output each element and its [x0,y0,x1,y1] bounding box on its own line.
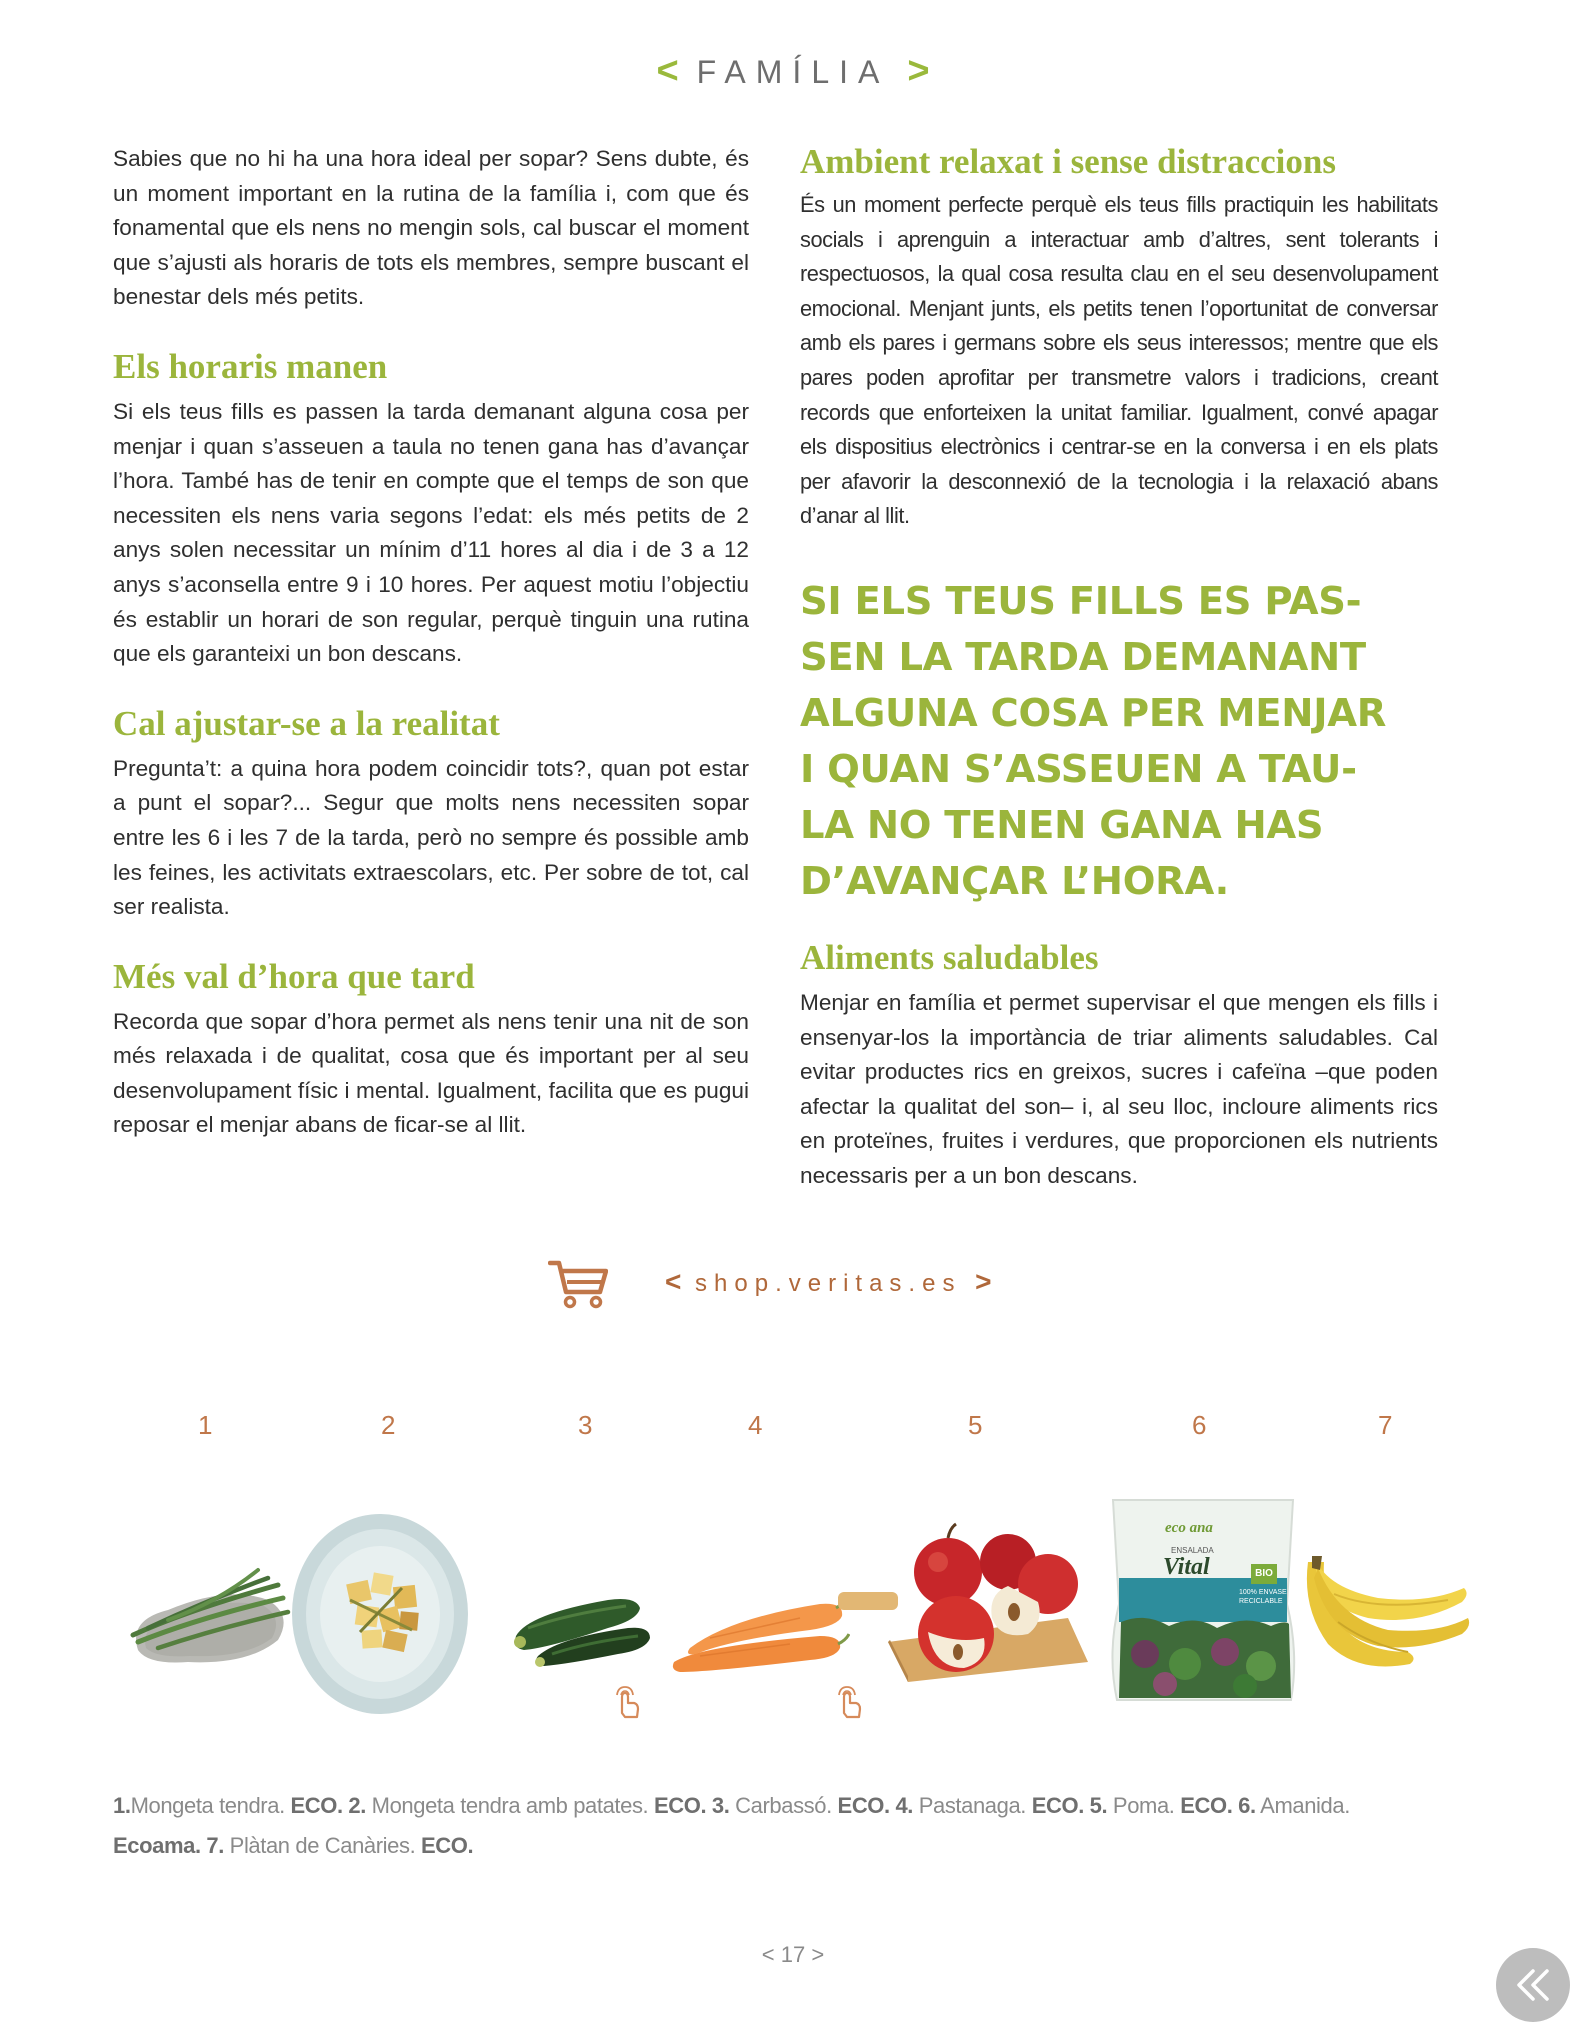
product-image-bananas[interactable] [1298,1548,1474,1688]
product-caption [113,1786,1443,1866]
heading-relaxed: Ambient relaxat i sense distraccions [800,142,1336,181]
product-number-5: 5 [968,1410,983,1440]
pull-quote [800,574,1438,910]
page-number: < 17 > [761,1942,825,1967]
product-image-carrots[interactable] [670,1588,850,1680]
paragraph-schedules: Si els teus fills es passen la tarda demanant alguna cosa per menjar i quan s’asseuen a taula no tenen gana has d’avançar l’hora. També has de tenir en compte que el temps de son que necessiten els nens varia segons l’edat: els més petits de 2 anys solen necessitar un mínim d’11 hores al dia i de 3 a 12 anys s’aconsella entre 9 i 10 hores. Per aquest motiu l’objectiu és establir un horari de son regular, perquè tinguin una rutina que els garanteixi un bon descans. [113,398,749,667]
shop-row [0,1258,1586,1318]
pull-quote-line: LA NO TENEN GANA HAS [800,802,1324,848]
header-right-chevron: > [907,50,930,92]
salad-product-small: ENSALADA [1171,1546,1214,1555]
pull-quote-line: ALGUNA COSA PER MENJAR [800,690,1387,736]
caption-text: Poma. [1107,1793,1181,1818]
shop-right-chevron: > [975,1266,992,1297]
section-header [0,50,1586,93]
header-left-chevron: < [656,50,679,92]
double-chevron-left-icon [1513,1967,1553,2003]
intro-paragraph: Sabies que no hi ha una hora ideal per sopar? Sens dubte, és un moment important en la rutina de la família i, com que és fonamental que els nens no mengin sols, cal buscar el moment que s’ajusti als horaris de tots els membres, sempre buscant el benestar dels més petits. [113,146,749,310]
shop-link[interactable] [665,1266,991,1298]
caption-bold: ECO. 6. [1180,1793,1256,1818]
product-image-zucchini[interactable] [508,1578,654,1668]
caption-bold: ECO. 4. [837,1793,913,1818]
heading-schedules: Els horaris manen [113,346,388,386]
heading-early: Més val d’hora que tard [113,956,475,996]
caption-text: Plàtan de Canàries. [223,1833,422,1858]
heading-reality: Cal ajustar-se a la realitat [113,703,500,743]
caption-bold: Ecoama. 7. [113,1833,224,1858]
product-number-6: 6 [1192,1410,1207,1440]
shop-left-chevron: < [665,1266,682,1297]
caption-text: Mongeta tendra amb patates. [365,1793,654,1818]
caption-bold: 1. [113,1793,131,1818]
touch-icon[interactable] [834,1683,868,1721]
caption-text: Pastanaga. [913,1793,1032,1818]
paragraph-early: Recorda que sopar d’hora permet als nens tenir una nit de son més relaxada i de qualitat, cosa que és important per al seu desenvolupament físic i mental. Igualment, facilita que es pugui reposar el menjar abans de ficar-se al llit. [113,1008,749,1138]
caption-text: Carbassó. [729,1793,838,1818]
paragraph-reality: Pregunta’t: a quina hora podem coincidir tots?, quan pot estar a punt el sopar?... Segur que molts nens necessiten sopar entre les 6 i les 7 de la tarda, però no sempre és possible amb les feines, les activitats extraescolars, etc. Per sobre de tot, cal ser realista. [113,755,749,920]
bio-badge: BIO [1251,1564,1277,1584]
shopping-cart-icon[interactable] [548,1258,608,1310]
caption-bold: ECO. 5. [1031,1793,1108,1818]
product-image-apples[interactable] [838,1522,1088,1682]
product-number-4: 4 [748,1410,763,1440]
product-image-green-beans[interactable] [118,1540,294,1670]
salad-product-name: Vital [1163,1554,1210,1580]
right-column [800,142,1438,1194]
section-title: FAMÍLIA [696,54,890,90]
recyclable-note: 100% ENVASE RECICLABLE [1239,1589,1287,1605]
pull-quote-line: SI ELS TEUS FILLS ES PAS- [800,578,1362,624]
product-number-3: 3 [578,1410,593,1440]
left-column [113,142,749,1143]
product-image-beans-potatoes-plate[interactable] [290,1512,470,1717]
product-number-1: 1 [198,1410,213,1440]
touch-icon[interactable] [612,1683,646,1721]
heading-healthy: Aliments saludables [800,937,1099,977]
product-number-7: 7 [1378,1410,1393,1440]
caption-bold: ECO. 2. [290,1793,366,1818]
product-number-2: 2 [381,1410,396,1440]
paragraph-relaxed: És un moment perfecte perquè els teus fills practiquin les habilitats socials i aprenguin a interactuar amb d’altres, sent tolerants i respectuosos, la qual cosa resulta clau en el seu desenvolupament emocional. Menjant junts, els petits tenen l’oportunitat de conversar amb els pares i germans sobre els seus interessos; mentre que els pares poden aprofitar per transmetre valors i tradicions, creant records que enforteixen la unitat familiar. Igualment, convé apagar els dispositius electrònics i centrar-se en la conversa i en els plats per afavorir la desconnexió de la tecnologia i la relaxació abans d’anar al llit. [800,192,1438,529]
caption-bold: ECO. [421,1833,474,1858]
pull-quote-line: SEN LA TARDA DEMANANT [800,634,1366,680]
product-image-salad-package[interactable] [1105,1494,1301,1706]
pull-quote-line: I QUAN S’ASSEUEN A TAU- [800,746,1357,792]
caption-text: Mongeta tendra. [130,1793,291,1818]
salad-brand: eco ana [1165,1520,1213,1536]
back-button[interactable] [1496,1948,1570,2022]
caption-text: Amanida. [1255,1793,1350,1818]
shop-url: shop.veritas.es [695,1270,962,1297]
caption-bold: ECO. 3. [654,1793,730,1818]
pull-quote-line: D’AVANÇAR L’HORA. [800,858,1230,904]
paragraph-healthy: Menjar en família et permet supervisar el que mengen els fills i ensenyar-los la importància de triar aliments saludables. Cal evitar productes rics en greixos, sucres i cafeïna –que poden afectar la qualitat del son– i, al seu lloc, incloure aliments rics en proteïnes, fruites i verdures, que proporcionen els nutrients necessaris per a un bon descans. [800,989,1438,1188]
